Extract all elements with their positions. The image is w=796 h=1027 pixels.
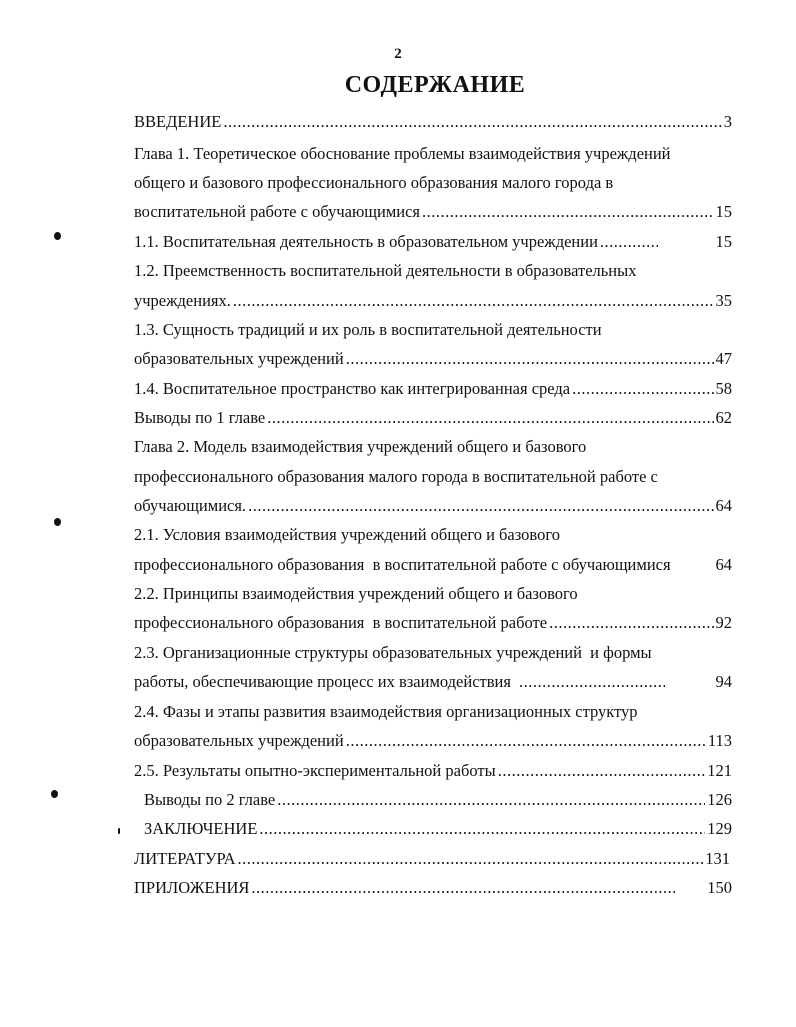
toc-entry-text: профессионального образования в воспитательной работе с обучающимися [134, 555, 671, 574]
toc-entry-text: учреждениях. [134, 291, 231, 310]
toc-entry [144, 815, 732, 843]
toc-entry-text: 2.1. Условия взаимодействия учреждений общего и базового [134, 525, 560, 544]
toc-entry-page: 15 [715, 232, 732, 251]
toc-entry-page: 113 [707, 731, 732, 750]
toc-entry [134, 727, 732, 755]
scan-speck [118, 828, 120, 834]
toc-entry-text: 1.1. Воспитательная деятельность в образовательном учреждении [134, 232, 598, 251]
toc-entry-page: 58 [715, 379, 732, 398]
dot-leader [277, 786, 705, 814]
toc-entry [134, 140, 732, 168]
toc-entry-page: 3 [723, 112, 732, 131]
dot-leader [346, 727, 706, 755]
toc-entry-page: 126 [707, 790, 732, 809]
dot-leader [600, 228, 658, 256]
toc-entry [134, 580, 732, 608]
toc-entry-text: ВВЕДЕНИЕ [134, 112, 222, 131]
dot-leader [498, 757, 706, 785]
toc-entry-page: 62 [715, 408, 732, 427]
toc-entry-page: 92 [715, 613, 732, 632]
toc-entry [134, 463, 732, 491]
toc-entry [134, 316, 732, 344]
toc-entry [134, 551, 732, 579]
dot-leader [248, 492, 713, 520]
toc-entry-text: профессионального образования малого города в воспитательной работе с [134, 467, 658, 486]
toc-title: СОДЕРЖАНИЕ [344, 72, 526, 98]
scan-speck [54, 518, 61, 526]
dot-leader [549, 609, 713, 637]
toc-entry [134, 108, 732, 136]
toc-entry [134, 287, 732, 315]
toc-entry-text: Глава 2. Модель взаимодействия учреждений общего и базового [134, 437, 587, 456]
dot-leader [251, 874, 675, 902]
toc-entry-text: работы, обеспечивающие процесс их взаимодействия [134, 672, 511, 691]
toc-entry [134, 433, 732, 461]
toc-entry-page: 64 [715, 496, 732, 515]
toc-entry-text: обучающимися. [134, 496, 247, 515]
toc-entry-text: образовательных учреждений [134, 349, 344, 368]
toc-entry-text: образовательных учреждений [134, 731, 344, 750]
toc-entry [134, 521, 732, 549]
toc-entry-text: ЛИТЕРАТУРА [134, 849, 236, 868]
toc-entry-page: 121 [707, 761, 732, 780]
dot-leader [519, 668, 665, 696]
dot-leader [346, 345, 714, 373]
toc-entry [144, 786, 732, 814]
toc-entry-text: 1.2. Преемственность воспитательной деятельности в образовательных [134, 261, 637, 280]
toc-entry [134, 668, 732, 696]
toc-entry-page: 47 [715, 349, 732, 368]
dot-leader [233, 287, 714, 315]
toc-entry-text: 1.3. Сущность традиций и их роль в воспитательной деятельности [134, 320, 602, 339]
toc-entry [134, 257, 732, 285]
toc-entry-text: общего и базового профессионального образования малого города в [134, 173, 614, 192]
toc-entry [134, 845, 730, 873]
toc-entry-text: Выводы по 1 главе [134, 408, 266, 427]
toc-entry [134, 169, 732, 197]
scan-speck [51, 790, 58, 798]
page-number: 2 [394, 46, 402, 62]
toc-entry-page: 35 [715, 291, 732, 310]
scan-speck [54, 232, 61, 240]
dot-leader [572, 375, 713, 403]
toc-entry-text: профессионального образования в воспитательной работе [134, 613, 548, 632]
dot-leader [267, 404, 713, 432]
toc-entry-text: ПРИЛОЖЕНИЯ [134, 878, 250, 897]
toc-entry-text: 1.4. Воспитательное пространство как интегрированная среда [134, 379, 571, 398]
toc-entry [134, 698, 732, 726]
toc-entry-text: 2.2. Принципы взаимодействия учреждений общего и базового [134, 584, 578, 603]
toc-entry-text: 2.3. Организационные структуры образовательных учреждений и формы [134, 643, 652, 662]
dot-leader [223, 108, 721, 136]
toc-entry-page: 94 [715, 672, 732, 691]
toc-entry [134, 345, 732, 373]
toc-entry [134, 228, 732, 256]
toc-entry [134, 375, 732, 403]
toc-entry-text: 2.4. Фазы и этапы развития взаимодействия организационных структур [134, 702, 638, 721]
dot-leader [422, 198, 713, 226]
toc-entry-page: 129 [707, 819, 732, 838]
dot-leader [259, 815, 705, 843]
toc-entry-page: 64 [715, 555, 732, 574]
toc-entry-page: 150 [707, 878, 732, 897]
toc-entry-page: 131 [705, 849, 730, 868]
toc-entry [134, 609, 732, 637]
toc-entry [134, 404, 732, 432]
toc-entry [134, 492, 732, 520]
toc-entry-text: Выводы по 2 главе [144, 790, 276, 809]
toc-entry [134, 757, 732, 785]
toc-entry-text: воспитательной работе с обучающимися [134, 202, 421, 221]
toc-entry-text: 2.5. Результаты опытно-экспериментальной работы [134, 761, 496, 780]
toc-entry-page: 15 [715, 202, 732, 221]
dot-leader [238, 845, 704, 873]
toc-entry [134, 198, 732, 226]
toc-entry-text: ЗАКЛЮЧЕНИЕ [144, 819, 258, 838]
toc-entry-text: Глава 1. Теоретическое обоснование проблемы взаимодействия учреждений [134, 144, 671, 163]
toc-entry [134, 874, 732, 902]
toc-entry [134, 639, 732, 667]
